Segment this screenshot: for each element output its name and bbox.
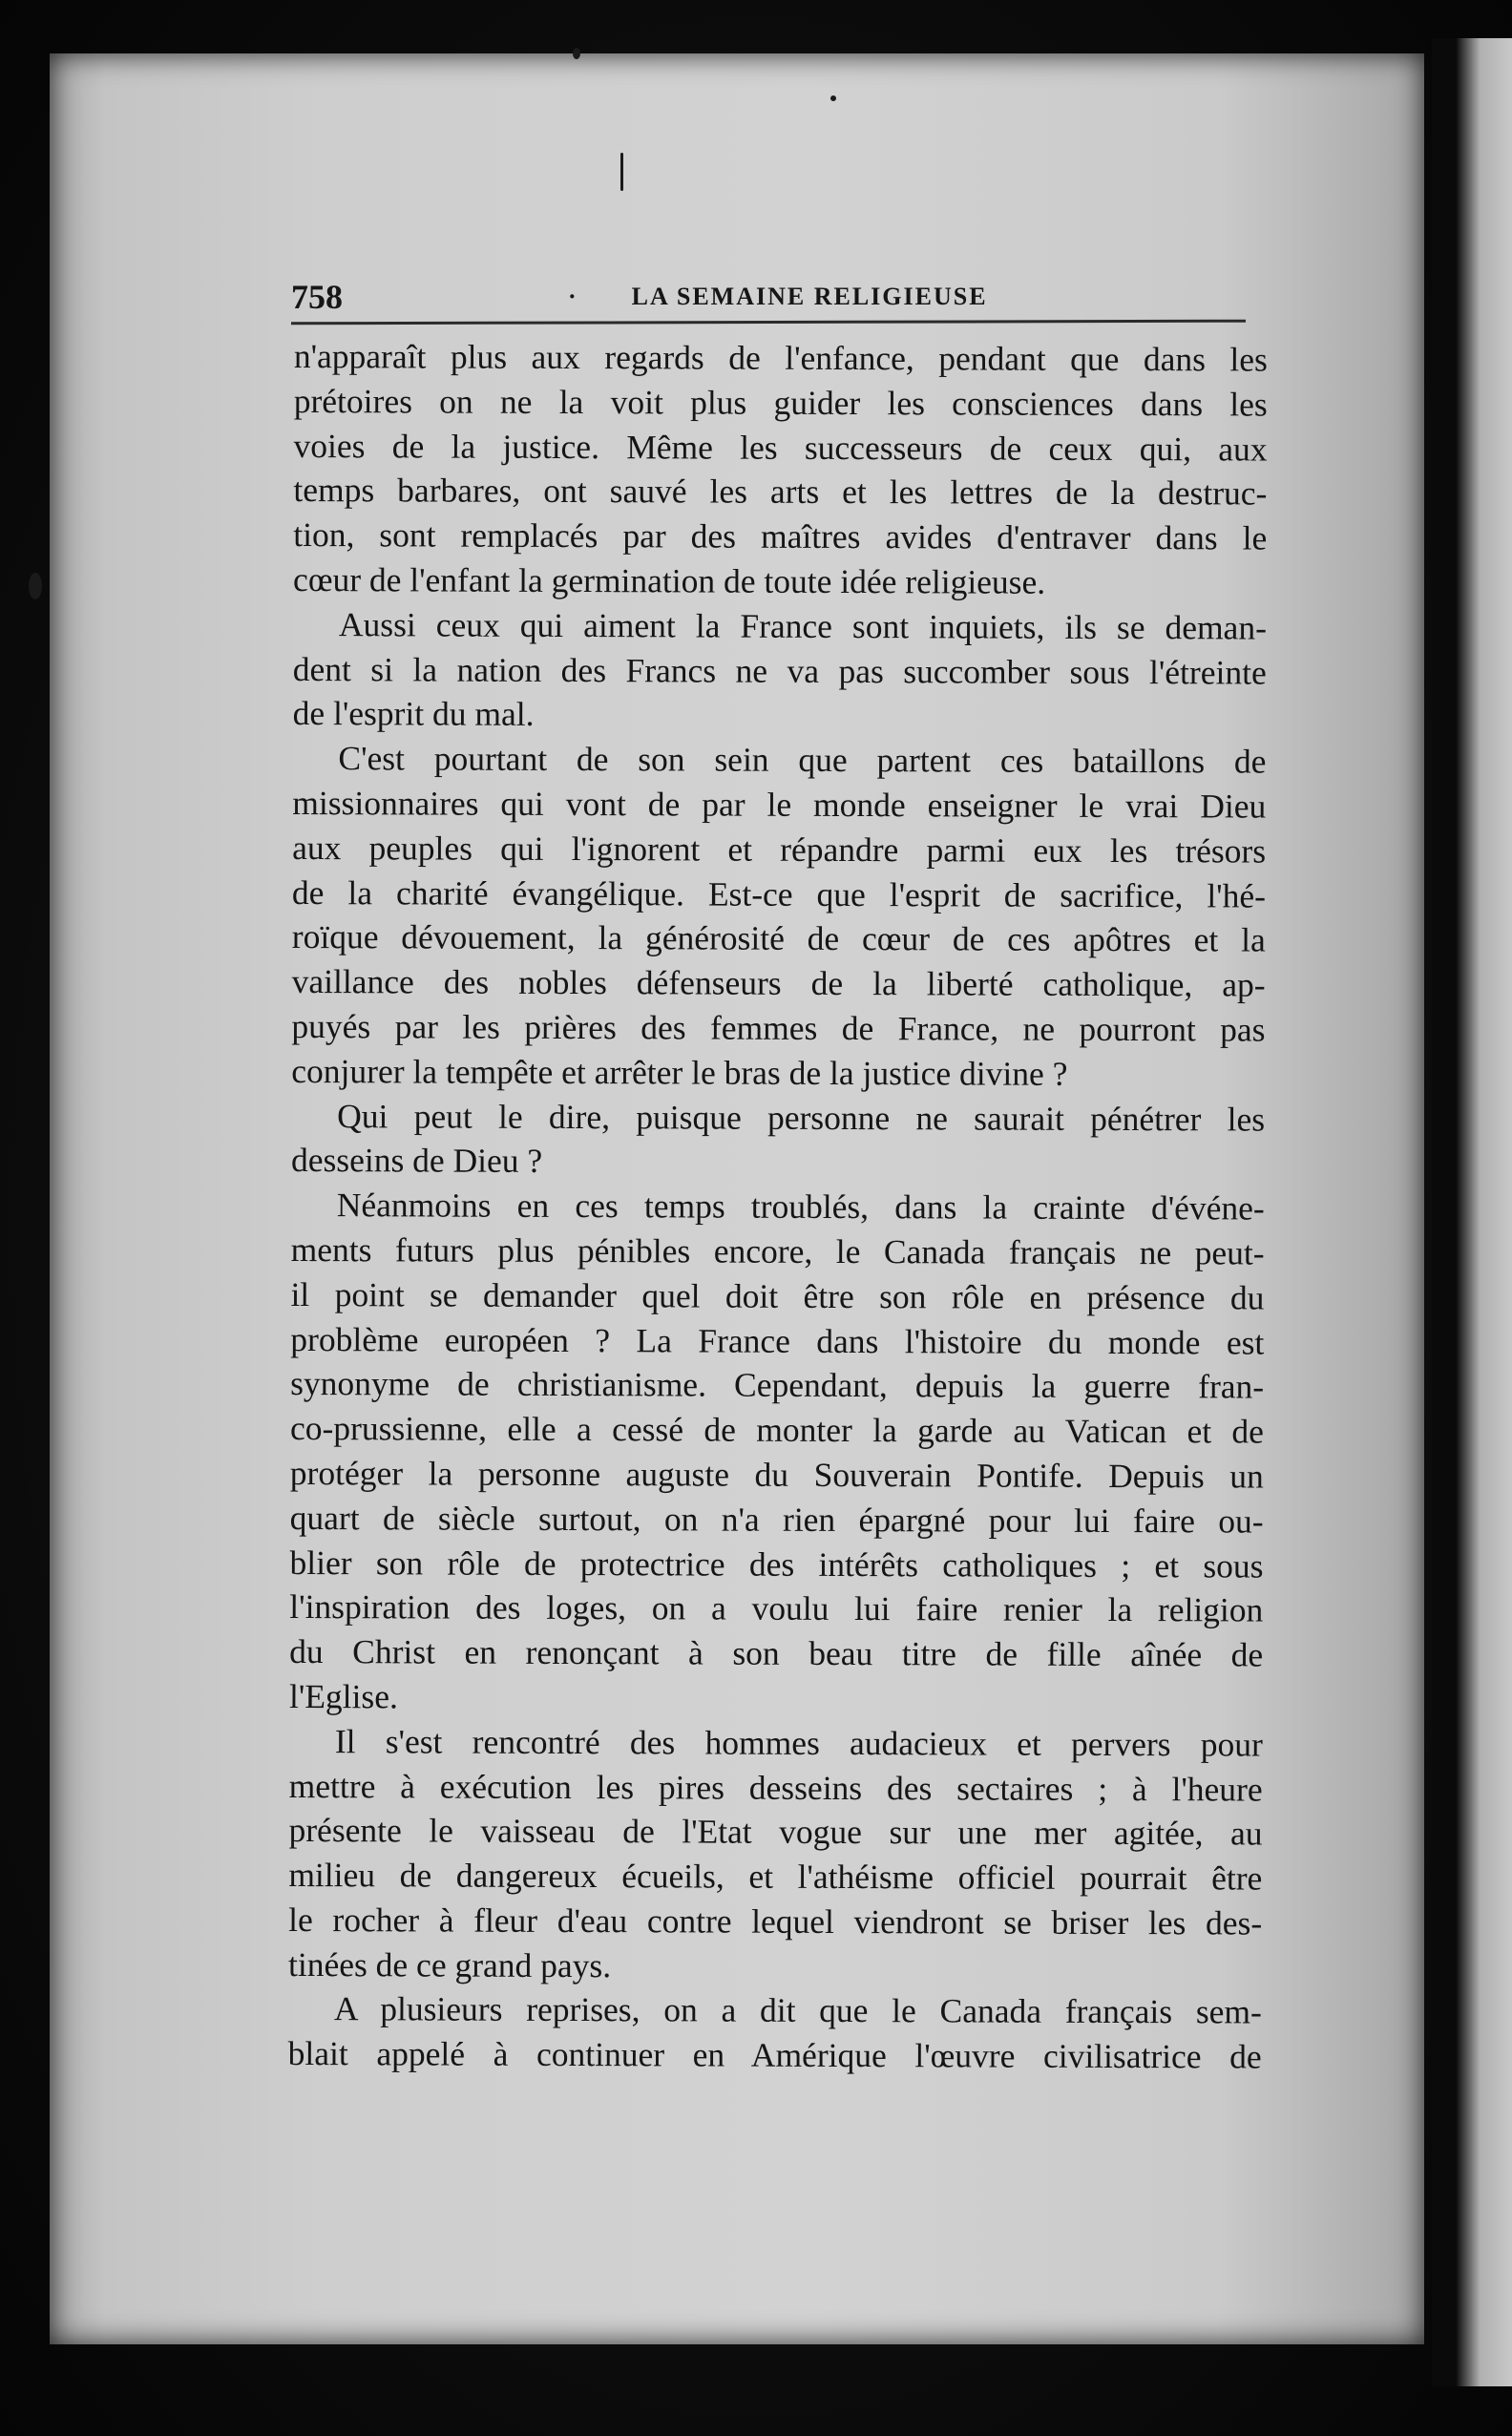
text-line: C'est pourtant de son sein que partent ces bataillons de [338,739,1267,781]
text-line: cœur de l'enfant la germination de toute idée religieuse. [293,559,1046,601]
scan-speck [620,153,623,191]
body-text [288,334,1268,2080]
text-line: temps barbares, ont sauvé les arts et les lettres de la destruc- [293,471,1268,513]
text-line: tinées de ce grand pays. [287,1944,612,1984]
text-line: quart de siècle surtout, on n'a rien épargné pour lui faire ou- [289,1498,1264,1541]
text-line: Il s'est rencontré des hommes audacieux et pervers pour [334,1721,1263,1764]
text-line: milieu de dangereux écueils, et l'athéisme officiel pourrait être [288,1856,1263,1898]
text-line: puyés par les prières des femmes de France, ne pourront pas [291,1006,1266,1049]
text-line: problème européen ? La France dans l'histoire du monde est [290,1319,1265,1362]
text-line: du Christ en renonçant à son beau titre de fille aînée de [289,1632,1264,1674]
text-line: blier son rôle de protectrice des intérêts catholiques ; et sous [289,1543,1264,1586]
text-line: mettre à exécution les pires desseins des sectaires ; à l'heure [288,1766,1263,1809]
running-title [568,283,988,311]
scan-speck [573,48,580,59]
text-line: Aussi ceux qui aiment la France sont inquiets, ils se deman- [338,604,1268,647]
text-line: roïque dévouement, la générosité de cœur de ces apôtres et la [291,917,1266,959]
scan-speck [29,573,42,599]
text-line: vaillance des nobles défenseurs de la liberté catholique, ap- [291,962,1266,1004]
text-line: co-prussienne, elle a cessé de monter la garde au Vatican et de [289,1409,1265,1451]
running-title-text: LA SEMAINE RELIGIEUSE [631,283,988,310]
page-number: 758 [291,278,343,316]
page-header [291,277,1255,325]
header-separator: · [568,283,578,310]
text-line: aux peuples qui l'ignorent et répandre parmi eux les trésors [292,828,1267,871]
text-line: l'Eglise. [288,1676,398,1716]
text-line: voies de la justice. Même les successeurs de ceux qui, aux [293,426,1268,469]
text-line: tion, sont remplacés par des maîtres avides d'entraver dans le [293,515,1268,557]
text-line: missionnaires qui vont de par le monde enseigner le vrai Dieu [292,783,1267,826]
text-line: présente le vaisseau de l'Etat vogue sur une mer agitée, au [288,1811,1263,1853]
text-line: de la charité évangélique. Est-ce que l'esprit de sacrifice, l'hé- [291,872,1267,915]
text-line: desseins de Dieu ? [290,1141,543,1181]
text-line: A plusieurs reprises, on a dit que le Canada français sem- [333,1989,1262,2032]
text-line: Néanmoins en ces temps troublés, dans la crainte d'événe- [336,1186,1265,1228]
text-line: protéger la personne auguste du Souverain Pontife. Depuis un [289,1453,1264,1496]
text-line: de l'esprit du mal. [292,694,535,734]
text-line: conjurer la tempête et arrêter le bras de la justice divine ? [291,1051,1068,1093]
text-line: dent si la nation des Francs ne va pas succomber sous l'étreinte [292,649,1267,692]
text-line: synonyme de christianisme. Cependant, depuis la guerre fran- [290,1364,1265,1406]
text-line: n'apparaît plus aux regards de l'enfance, pendant que dans les [293,336,1268,379]
text-line: l'inspiration des loges, on a voulu lui faire renier la religion [289,1587,1264,1629]
text-line: blait appelé à continuer en Amérique l'œuvre civilisatrice de [287,2034,1262,2076]
adjacent-page-edge [1432,38,1512,2386]
scan-speck [830,95,836,101]
text-line: le rocher à fleur d'eau contre lequel viendront se briser les des- [288,1900,1263,1942]
text-line: ments futurs plus pénibles encore, le Canada français ne peut- [290,1229,1265,1272]
text-line: prétoires on ne la voit plus guider les consciences dans les [293,381,1268,424]
text-line: Qui peut le dire, puisque personne ne saurait pénétrer les [337,1096,1266,1139]
text-line: il point se demander quel doit être son rôle en présence du [290,1274,1265,1317]
